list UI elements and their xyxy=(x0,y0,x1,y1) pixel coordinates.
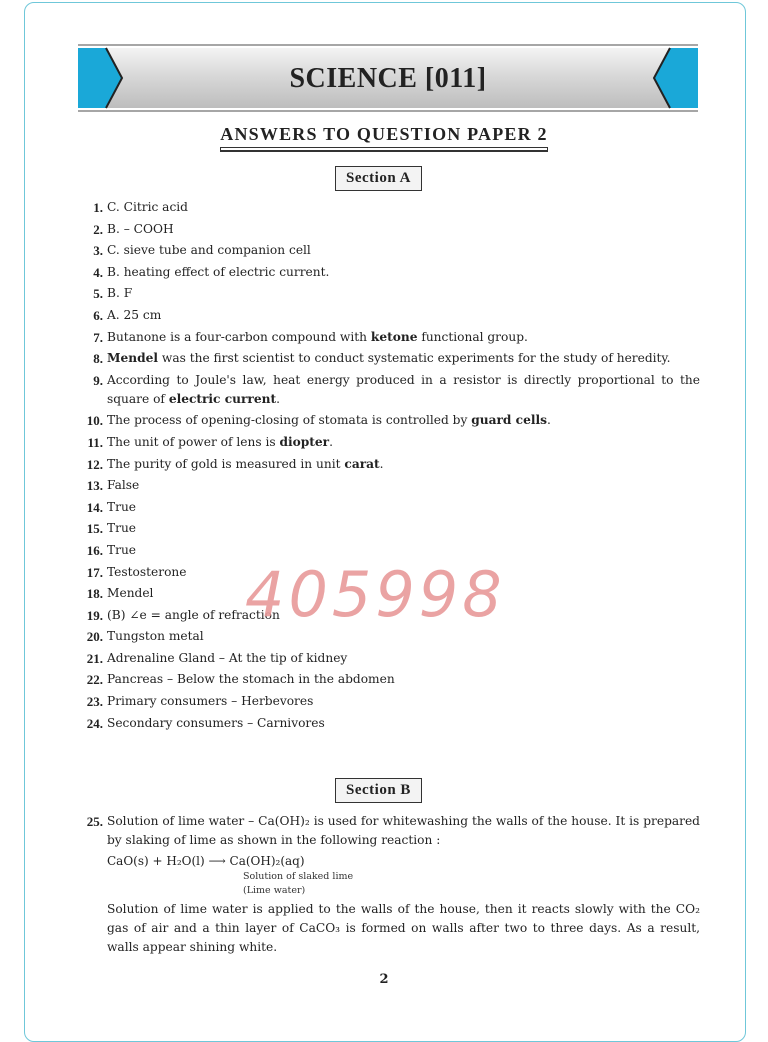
answer-text xyxy=(107,328,700,347)
answer-item xyxy=(76,220,700,239)
answer-number: 17. xyxy=(86,564,103,580)
section-a-answers xyxy=(76,198,700,735)
answer-text-part: The unit of power of lens is xyxy=(107,434,280,449)
bold-term: guard cells xyxy=(471,413,547,428)
answer-text: Pancreas – Below the stomach in the abdomen xyxy=(107,672,395,687)
answer-text: Tungston metal xyxy=(107,629,204,644)
bold-term: ketone xyxy=(370,329,418,344)
page-number: 2 xyxy=(379,972,389,987)
answer-number: 8. xyxy=(93,351,103,367)
answer-item xyxy=(76,498,700,517)
answer-text: Adrenaline Gland – At the tip of kidney xyxy=(107,650,348,665)
subtitle-text: ANSWERS TO QUESTION PAPER 2 xyxy=(220,124,547,148)
answer-text: B. – COOH xyxy=(107,221,174,236)
answer-text: Secondary consumers – Carnivores xyxy=(107,715,325,730)
answer-item xyxy=(76,692,700,711)
section-b-content xyxy=(76,812,700,959)
page-title: SCIENCE [011] xyxy=(289,63,487,94)
answer-number: 16. xyxy=(86,542,103,558)
reaction-note-2: (Lime water) xyxy=(243,884,306,896)
answer-25-part-2 xyxy=(76,900,700,957)
section-a-heading: Section A xyxy=(335,166,422,191)
answer-text-part: Butanone is a four-carbon compound with xyxy=(107,329,371,344)
answer-number: 23. xyxy=(86,694,103,710)
answer-text: True xyxy=(107,542,137,557)
answer-item xyxy=(76,455,700,474)
answer-text-part: . xyxy=(329,434,333,449)
answer-number: 5. xyxy=(93,286,103,302)
answer-item xyxy=(76,411,700,430)
answer-item xyxy=(76,371,700,409)
answer-25 xyxy=(76,812,700,850)
answer-number: 11. xyxy=(87,434,103,450)
answer-item xyxy=(76,714,700,733)
answer-text xyxy=(107,411,700,430)
answer-item xyxy=(76,263,700,282)
answer-text: A. 25 cm xyxy=(107,307,162,322)
answer-text xyxy=(107,433,700,452)
answer-number: 1. xyxy=(93,200,103,215)
answer-text: B. F xyxy=(107,286,133,301)
answer-number: 2. xyxy=(93,221,103,237)
answer-text: True xyxy=(107,521,137,536)
answer-item xyxy=(76,284,700,303)
answer-number: 21. xyxy=(86,650,103,666)
answer-text: (B) ∠e = angle of refraction xyxy=(107,607,280,622)
title-banner xyxy=(78,44,698,112)
answer-text: C. sieve tube and companion cell xyxy=(107,243,311,258)
answer-item xyxy=(76,649,700,668)
answer-text-part: was the first scientist to conduct systematic experiments for the study of heredity. xyxy=(158,351,671,366)
answer-text-part: According to Joule's law, heat energy produced in a resistor is directly proportional to the square of xyxy=(107,372,700,406)
answer-text: False xyxy=(107,478,140,493)
answer-item xyxy=(76,198,700,217)
paper-subtitle xyxy=(0,124,768,148)
answer-number: 13. xyxy=(86,478,103,494)
answer-text-part: functional group. xyxy=(417,329,528,344)
answer-number: 24. xyxy=(86,715,103,731)
answer-text: True xyxy=(107,499,137,514)
reaction-note-1: Solution of slaked lime xyxy=(243,870,354,882)
answer-text: Testosterone xyxy=(107,564,187,579)
answer-text: C. Citric acid xyxy=(107,200,188,214)
answer-number: 3. xyxy=(93,243,103,259)
answer-number: 20. xyxy=(86,629,103,645)
answer-text xyxy=(107,349,700,368)
answer-25-paragraph-2: Solution of lime water is applied to the walls of the house, then it reacts slowly with the CO₂ gas of air and a thin layer of CaCO₃ is formed on walls after two to three days. As a result, walls appear shining white. xyxy=(107,901,700,954)
answer-item xyxy=(76,328,700,347)
answer-item xyxy=(76,349,700,368)
answer-item xyxy=(76,241,700,260)
answer-item xyxy=(76,519,700,538)
answer-text-part: The process of opening-closing of stomata is controlled by xyxy=(107,413,472,428)
bold-term: Mendel xyxy=(107,351,159,366)
answer-text-part: . xyxy=(276,391,280,406)
answer-text xyxy=(107,371,700,409)
answer-number: 22. xyxy=(86,672,103,688)
answer-number: 19. xyxy=(86,607,103,623)
chemical-reaction: CaO(s) + H₂O(l) ⟶ Ca(OH)₂(aq) xyxy=(107,853,305,868)
answer-number: 25. xyxy=(86,814,103,829)
answer-text-part: . xyxy=(546,413,551,428)
answer-item xyxy=(76,306,700,325)
answer-number: 12. xyxy=(86,456,103,472)
bold-term: carat xyxy=(344,456,380,471)
answer-text xyxy=(107,455,700,474)
answer-number: 7. xyxy=(93,329,103,345)
answer-number: 6. xyxy=(93,307,103,323)
bold-term: electric current xyxy=(168,391,277,406)
answer-text: B. heating effect of electric current. xyxy=(107,264,330,279)
answer-number: 4. xyxy=(93,264,103,280)
answer-25-paragraph-1: Solution of lime water – Ca(OH)₂ is used for whitewashing the walls of the house. It is prepared by slaking of lime as shown in the following reaction : xyxy=(107,814,700,847)
answer-number: 9. xyxy=(93,372,103,388)
answer-text-part: . xyxy=(379,456,384,471)
answer-number: 18. xyxy=(86,586,103,602)
watermark: 405998 xyxy=(245,558,506,631)
bold-term: diopter xyxy=(279,434,330,449)
answer-number: 14. xyxy=(86,499,103,515)
answer-item xyxy=(76,476,700,495)
answer-number: 10. xyxy=(86,413,103,429)
answer-text-part: The purity of gold is measured in unit xyxy=(107,456,345,471)
section-b-heading: Section B xyxy=(335,778,422,803)
answer-item xyxy=(76,670,700,689)
answer-text: Primary consumers – Herbevores xyxy=(107,694,314,709)
answer-number: 15. xyxy=(86,521,103,537)
answer-text: Mendel xyxy=(107,586,154,601)
answer-item xyxy=(76,433,700,452)
